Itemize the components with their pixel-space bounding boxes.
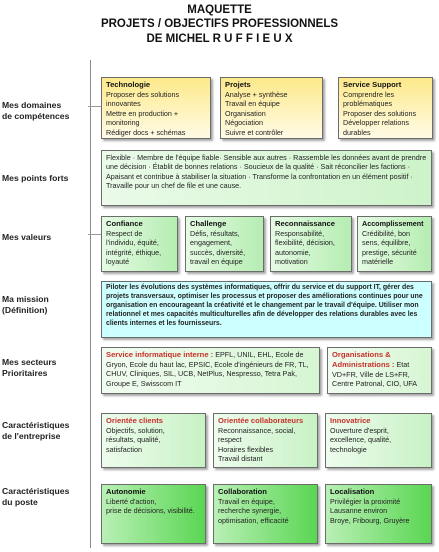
- label-points-forts: Mes points forts: [2, 173, 69, 183]
- box-body: Liberté d'action, prise de décisions, visibilité.: [106, 497, 195, 516]
- box-body: Comprendre les problématiques Proposer des solutions Développer relations durables: [343, 90, 417, 137]
- box-body: Travail en équipe, recherche synergie, optimisation, efficacité: [218, 497, 289, 525]
- label-entreprise: Caractéristiques de l'entreprise: [2, 420, 70, 441]
- sector-box-informatique: [101, 347, 320, 394]
- job-box-localisation: [325, 484, 432, 544]
- box-body: Respect de l'individu, équité, intégrité, éthique, loyauté: [106, 229, 162, 267]
- box-title: Innovatrice: [330, 416, 371, 425]
- value-box-confiance: [101, 216, 178, 272]
- points-forts-box: [101, 150, 432, 206]
- box-title: Collaboration: [218, 487, 267, 496]
- box-title: Accomplissement: [362, 219, 424, 228]
- box-title: Confiance: [106, 219, 143, 228]
- box-title: Service Support: [343, 80, 402, 89]
- mission-box: [101, 281, 432, 338]
- vertical-divider: [90, 60, 91, 548]
- label-poste: Caractéristiques du poste: [2, 486, 70, 507]
- box-title: Autonomie: [106, 487, 146, 496]
- connector-line: [88, 106, 102, 107]
- box-body: Etat VD+FR, Ville de LS+FR, Centre Patronal, CIO, UFA: [332, 360, 418, 389]
- box-title: Reconnaissance: [275, 219, 335, 228]
- box-body: Responsabilité, flexibilité, décision, autonomie, motivation: [275, 229, 335, 267]
- box-body: Reconnaissance, social, respect Horaires flexibles Travail distant: [218, 426, 296, 464]
- domain-box-technologie: [101, 77, 211, 139]
- box-body: Analyse + synthèse Travail en équipe Organisation Négociation Suivre et contrôler: [225, 90, 288, 137]
- company-box-innovatrice: [325, 413, 432, 468]
- box-title: Projets: [225, 80, 251, 89]
- value-box-accomplissement: [357, 216, 432, 272]
- doc-title-line1: MAQUETTE: [187, 4, 252, 16]
- box-title: Challenge: [190, 219, 227, 228]
- box-body: Défis, résultats, engagement, succès, diversité, travail en équipe: [190, 229, 246, 267]
- box-title: Technologie: [106, 80, 151, 89]
- company-box-collaborateurs: [213, 413, 318, 468]
- doc-title-line2: PROJETS / OBJECTIFS PROFESSIONNELS: [100, 18, 339, 30]
- connector-line: [88, 234, 102, 235]
- label-valeurs: Mes valeurs: [2, 232, 52, 242]
- box-body: Ouverture d'esprit, excellence, qualité, technologie: [330, 426, 392, 454]
- domain-box-service-support: [338, 77, 433, 139]
- label-domaines: Mes domaines de compétences: [2, 100, 70, 121]
- mission-text: Piloter les évolutions des systèmes informatiques, offrir du service et du support IT, gérer des projets transversaux, optimiser les processus et proposer des améliorations continues pour une organisation en encourageant la créativité et le changement par le travail d'équipe. Utiliser mon relationnel et mes capacités multiculturelles afin de développer des relations durables avec les clients internes et les fournisseurs.: [106, 284, 423, 327]
- domain-box-projets: [220, 77, 323, 139]
- box-title: Organisations & Administrations :: [332, 350, 395, 369]
- box-body: Crédibilité, bon sens, équilibre, prestige, sécurité matérielle: [362, 229, 417, 267]
- box-title: Localisation: [330, 487, 375, 496]
- job-box-autonomie: [101, 484, 206, 544]
- company-box-clients: [101, 413, 206, 468]
- box-title: Orientée clients: [106, 416, 163, 425]
- doc-title-line3: DE MICHEL R U F F I E U X: [146, 33, 293, 45]
- value-box-challenge: [185, 216, 264, 272]
- box-body: Objectifs, solution, résultats, qualité, satisfaction: [106, 426, 165, 454]
- label-mission: Ma mission (Définition): [2, 294, 49, 315]
- value-box-reconnaissance: [270, 216, 352, 272]
- box-title: Service informatique interne :: [106, 350, 214, 359]
- box-body: Privilégier la proximité Lausanne environ Broye, Fribourg, Gruyère: [330, 497, 410, 525]
- sector-box-administrations: [327, 347, 432, 394]
- box-body: EPFL, UNIL, EHL, Ecole de Gryon, Ecole du haut lac, EPSIC, Ecole d'ingénieurs de FR, TL, CHUV, Cliniques, SIL, UCB, NetPlus, Nespresso, Tetra Pak, Groupe E, Swisscom IT: [106, 350, 309, 388]
- job-box-collaboration: [213, 484, 318, 544]
- box-body: Proposer des solutions innovantes Mettre en production + monitoring Rédiger docs + schémas: [106, 90, 186, 137]
- box-title: Orientée collaborateurs: [218, 416, 304, 425]
- label-secteurs: Mes secteurs Prioritaires: [2, 357, 57, 378]
- points-forts-text: Flexible · Membre de l'équipe fiable· Sensible aux autres · Rassemble les données avant de prendre une décision · Établit de bonnes relations · Soucieux de la qualité · Sait réconcilier les factions · Apaisant et contribue à stabiliser la situation · Transforme la confrontation en un élément positif · Travaille pour un chef de file et une cause.: [106, 153, 427, 191]
